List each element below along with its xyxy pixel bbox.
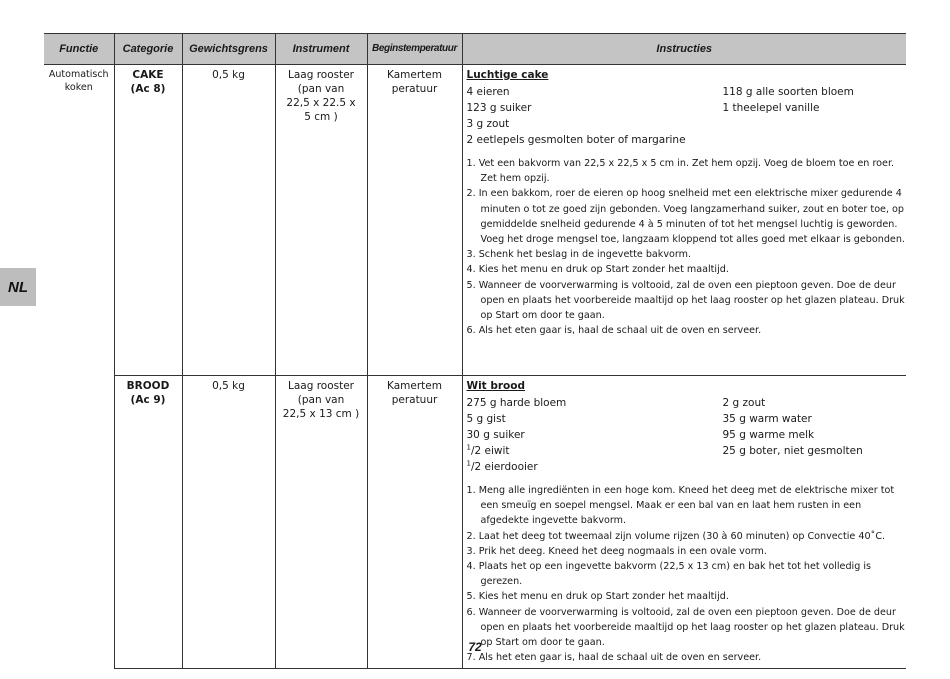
table-header-row [44,34,906,65]
ingredient [467,459,907,475]
instrument-cell-brood [275,376,367,669]
language-tab: NL [0,268,36,306]
fraction-numerator: 1 [466,443,471,452]
category-code: (Ac 9) [130,394,166,406]
ingredient: 35 g warm water [722,413,812,425]
header-functie: Functie [44,34,114,65]
category-cell-cake [114,65,182,376]
ingredient: 1 theelepel vanille [722,102,820,114]
function-cell [44,65,114,669]
instructions-cell-cake [462,65,906,376]
category-cell-brood [114,376,182,669]
weight-cell-brood [182,376,275,669]
category-code: (Ac 8) [130,83,166,95]
instrument-line: (pan van [297,83,345,95]
instrument-line: Laag rooster [287,69,355,81]
function-line-2: koken [64,82,93,93]
header-instructies: Instructies [462,34,906,65]
ingredient: 25 g boter, niet gesmolten [722,445,863,457]
ingredient: 2 g zout [722,397,766,409]
recipe-table [44,33,906,669]
temperature-line: peratuur [391,83,438,95]
step-item: 7. Als het eten gaar is, haal de schaal uit de oven en serveer. [466,652,762,664]
temperature-line: peratuur [391,394,438,406]
instrument-cell-cake [275,65,367,376]
table-row-brood [44,376,906,669]
ingredient: 275 g harde bloem [466,397,567,409]
header-beginstemperatuur: Beginstemperatuur [367,34,462,65]
steps-list [467,483,907,665]
ingredient [467,443,723,459]
temperature-line: Kamertem [387,69,442,81]
recipe-title: Luchtige cake [466,69,549,81]
header-gewichtsgrens: Gewichtsgrens [182,34,275,65]
temperature-cell-cake [367,65,462,376]
page-number: 72 [468,640,482,654]
step-item: 6. Wanneer de voorverwarming is voltooid, zal de oven een pieptoon geven. Doe de deur open en plaats het voorbereide maaltijd op het laag rooster op het glazen plateau. Druk op Start om door te gaan. [466,606,905,649]
instructions-cell-brood [462,376,906,669]
instrument-line: 22,5 x 22.5 x [286,97,356,109]
ingredient: 118 g alle soorten bloem [722,86,854,98]
ingredient: 95 g warme melk [722,429,815,441]
step-item: 5. Kies het menu en druk op Start zonder het maaltijd. [466,591,729,603]
table-row-cake [44,65,906,376]
weight-cell-cake [182,65,275,376]
step-item: 1. Meng alle ingrediënten in een hoge kom. Kneed het deeg met de elektrische mixer tot een smeuïg en soepel mengsel. Maak er een bal van en laat hem rusten in een afgedekte ingevette bakvorm. [466,485,895,527]
function-line-1: Automatisch [48,69,109,80]
ingredient: 3 g zout [466,118,510,130]
category-name: BROOD [126,380,170,392]
fraction-item: /2 eierdooier [470,461,538,473]
weight-value: 0,5 kg [212,380,245,392]
ingredients-list [467,84,907,148]
instrument-line: 5 cm ) [304,111,338,123]
instrument-line: Laag rooster [287,380,355,392]
step-item: 2. In een bakkom, roer de eieren op hoog snelheid met een elektrische mixer gedurende 4 minuten o tot ze goed zijn gebonden. Voeg langzamerhand suiker, zout en boter toe, op gemiddelde snelheid gedurende 4 à 5 minuten of tot het mengsel luchtig is geworden. Voeg het droge mengsel toe, langzaam kloppend tot alles goed met elkaar is gebonden. [466,188,905,246]
ingredient: 2 eetlepels gesmolten boter of margarine [466,134,686,146]
instrument-line: 22,5 x 13 cm ) [282,408,360,420]
ingredients-list [467,395,907,475]
fraction-numerator: 1 [466,459,471,468]
weight-value: 0,5 kg [212,69,245,81]
steps-list [467,156,907,338]
fraction-item: /2 eiwit [470,445,510,457]
ingredient: 30 g suiker [466,429,525,441]
ingredient: 4 eieren [466,86,510,98]
recipe-title: Wit brood [466,380,525,392]
temperature-cell-brood [367,376,462,669]
step-item: 6. Als het eten gaar is, haal de schaal uit de oven en serveer. [466,325,762,337]
step-item: 2. Laat het deeg tot tweemaal zijn volume rijzen (30 à 60 minuten) op Convectie 40˚C. [466,530,886,542]
step-item: 4. Plaats het op een ingevette bakvorm (22,5 x 13 cm) en bak het tot het volledig is gerezen. [466,561,872,588]
step-item: 3. Prik het deeg. Kneed het deeg nogmaals in een ovale vorm. [466,545,767,557]
step-item: 1. Vet een bakvorm van 22,5 x 22,5 x 5 cm in. Zet hem opzij. Voeg de bloem toe en roer. Zet hem opzij. [466,158,895,185]
ingredient: 5 g gist [466,413,506,425]
temperature-line: Kamertem [387,380,442,392]
header-instrument: Instrument [275,34,367,65]
step-item: 4. Kies het menu en druk op Start zonder het maaltijd. [466,264,729,276]
step-item: 3. Schenk het beslag in de ingevette bakvorm. [466,249,692,261]
category-name: CAKE [132,69,164,81]
step-item: 5. Wanneer de voorverwarming is voltooid, zal de oven een pieptoon geven. Doe de deur open en plaats het voorbereide maaltijd op het laag rooster op het glazen plateau. Druk op Start om door te gaan. [466,279,905,322]
instrument-line: (pan van [297,394,345,406]
ingredient: 123 g suiker [466,102,532,114]
header-categorie: Categorie [114,34,182,65]
